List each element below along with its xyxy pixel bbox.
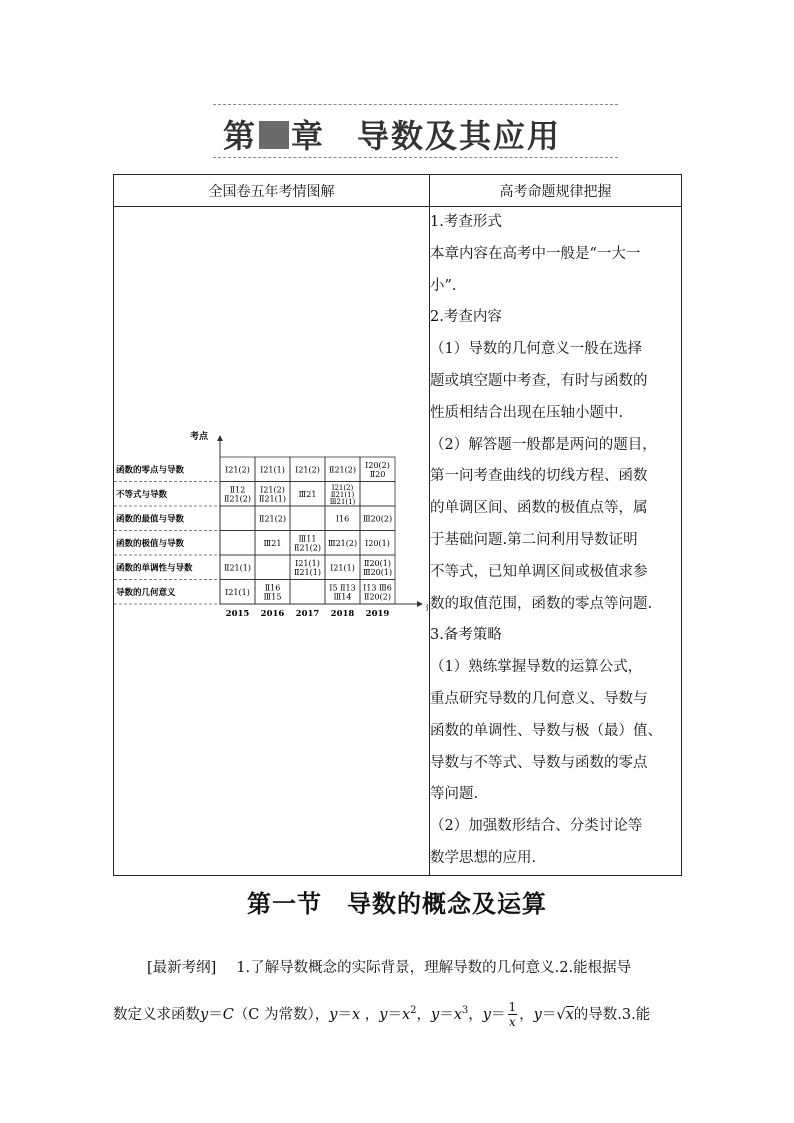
cell-entry: Ⅲ15: [263, 592, 282, 602]
paren-note: （C 为常数），: [233, 1006, 330, 1023]
rule-line: 性质相结合出现在压轴小题中.: [430, 404, 624, 421]
chapter-number-box: [259, 121, 289, 149]
cell-entry: Ⅰ21(2): [225, 465, 250, 475]
exam-analysis-table: [113, 174, 682, 876]
row-label: 函数的单调性与导数: [116, 563, 193, 574]
cell-entry: Ⅲ20(1): [362, 567, 393, 577]
year-tick-label: 2016: [260, 609, 285, 619]
rule-line: （1）导数的几何意义一般在选择: [430, 341, 643, 358]
var-y: y: [200, 1006, 209, 1023]
cell-entry: Ⅱ21(2): [224, 494, 251, 504]
eq2: ＝: [337, 1006, 352, 1023]
table-header-right: 高考命题规律把握: [430, 175, 682, 207]
chapter-suffix: 章: [291, 117, 326, 155]
eq3: ＝: [387, 1006, 402, 1023]
frac-num: 1: [508, 1000, 517, 1015]
x-axis-arrow-icon: [417, 601, 423, 607]
grid-cell: [290, 580, 325, 605]
rule-line: 题或填空题中考查，有时与函数的: [430, 372, 648, 389]
grid-cell: [290, 506, 325, 531]
rule-line: （1）熟练掌握导数的运算公式，: [430, 659, 643, 676]
year-tick-label: 2018: [330, 609, 355, 619]
eq4: ＝: [439, 1006, 454, 1023]
grid-cell: [360, 482, 395, 507]
cell-entry: Ⅰ20(2): [365, 460, 390, 470]
cell-entry: Ⅱ21(2): [329, 465, 356, 475]
cell-entry: Ⅲ21(2): [327, 538, 358, 548]
table-header-left: 全国卷五年考情图解: [114, 175, 430, 207]
cell-entry: Ⅱ21(1): [224, 563, 251, 573]
cell-entry: Ⅰ21(2): [260, 485, 285, 495]
cell-entry: Ⅱ21(1): [330, 490, 355, 499]
cell-entry: Ⅱ12: [229, 485, 246, 495]
var-y3: y: [379, 1006, 388, 1023]
cell-entry: Ⅰ21(1): [260, 465, 285, 475]
eq5: ＝: [491, 1006, 506, 1023]
rule-line: 导数与不等式、导数与函数的零点: [430, 754, 648, 771]
rule-line: 数学思想的应用.: [430, 849, 537, 866]
cell-entry: Ⅰ21(1): [330, 563, 355, 573]
exp-2: 2: [410, 1005, 417, 1016]
chart-cell: [114, 207, 430, 876]
cell-entry: Ⅲ21(1): [329, 497, 356, 506]
rule-line: 的单调区间、函数的极值点等，属: [430, 500, 648, 517]
var-y2: y: [329, 1006, 338, 1023]
rule-line: 小”.: [430, 277, 457, 294]
cell-entry: Ⅰ16: [335, 514, 350, 524]
row-label: 函数的极值与导数: [116, 538, 185, 549]
eq6: ＝: [541, 1006, 557, 1023]
var-y6: y: [533, 1006, 542, 1023]
syllabus-line-1: [113, 949, 683, 987]
cell-entry: Ⅲ21: [298, 489, 317, 499]
var-y5: y: [482, 1006, 491, 1023]
cell-entry: Ⅲ14: [333, 592, 352, 602]
cell-entry: Ⅱ21(2): [294, 543, 321, 553]
exam-rules-column: [430, 207, 682, 876]
cell-entry: Ⅱ20: [369, 469, 386, 479]
frac-den: x: [508, 1015, 516, 1030]
rule-line: 等问题.: [430, 786, 479, 803]
rule-line: 数的取值范围，函数的零点等问题.: [430, 595, 653, 612]
cell-entry: Ⅰ5 Ⅱ13: [329, 583, 356, 593]
cell-entry: Ⅰ21(1): [295, 558, 320, 568]
rule-line: 第一问考查曲线的切线方程、函数: [430, 468, 648, 485]
comma3: ，: [519, 1006, 534, 1023]
chapter-title: [213, 104, 618, 158]
section-title: 第一节 导数的概念及运算: [247, 890, 547, 918]
rule-line: 不等式，已知单调区间或极值求参: [430, 563, 648, 580]
sqrt-x: √x: [556, 1006, 574, 1023]
cell-entry: Ⅱ21(1): [294, 567, 321, 577]
cell-entry: Ⅰ13 Ⅲ6: [363, 583, 392, 593]
x-axis-label: [425, 603, 428, 615]
rule-line: （2）加强数形结合、分类讨论等: [430, 818, 643, 835]
cell-entry: Ⅰ21(2): [331, 483, 354, 492]
grid-cell: [255, 555, 290, 580]
row-label: 函数的最值与导数: [116, 514, 185, 525]
cell-entry: Ⅲ20(2): [362, 514, 393, 524]
comma1: ，: [416, 1006, 432, 1023]
row-label: 函数的零点与导数: [116, 465, 185, 476]
rule-line: 重点研究导数的几何意义、导数与: [430, 690, 648, 707]
cell-entry: Ⅰ21(2): [295, 465, 320, 475]
syllabus-line-2: 数定义求函数y＝C（C 为常数），y＝x ，$y=x^2$，$y=x^3$，y＝ $\frac{1}{x}$ ，y＝√x的导数.3.能: [113, 1000, 651, 1030]
cell-entry: Ⅱ16: [264, 583, 281, 593]
grid-cell: [220, 531, 255, 556]
eq: ＝: [208, 1006, 223, 1023]
rule-line: （2）解答题一般都是两问的题目，: [430, 436, 657, 453]
chapter-name: 导数及其应用: [357, 117, 562, 155]
cell-entry: Ⅱ20(2): [364, 592, 391, 602]
cell-entry: Ⅱ21(2): [259, 514, 286, 524]
rule-line: 3.备考策略: [430, 627, 502, 644]
row-label: 不等式与导数: [116, 489, 168, 500]
exam-grid-chart: [114, 207, 428, 857]
var-x2: x: [401, 1006, 411, 1023]
cell-entry: Ⅱ21(1): [259, 494, 286, 504]
cell-entry: Ⅲ11: [298, 534, 317, 544]
var-c: C: [222, 1006, 234, 1023]
var-y4: y: [431, 1006, 440, 1023]
comma2: ，: [468, 1006, 483, 1023]
cell-entry: Ⅰ21(1): [225, 587, 250, 597]
syllabus-tag: [最新考纲]: [147, 960, 217, 976]
year-tick-label: 2019: [365, 609, 390, 619]
exp-3: 3: [461, 1005, 469, 1016]
rule-line: 于基础问题.第二问利用导数证明: [430, 531, 638, 548]
var-x3: x: [453, 1006, 462, 1023]
year-tick-label: 2017: [295, 609, 320, 619]
rule-line: 1.考查形式: [430, 214, 502, 230]
cell-entry: Ⅱ20(1): [364, 558, 391, 568]
grid-cell: [220, 506, 255, 531]
y-axis-label: 考点: [189, 432, 208, 442]
chapter-prefix: 第: [223, 117, 258, 155]
y-axis-arrow-icon: [217, 435, 223, 441]
var-x: x: [351, 1006, 361, 1023]
var-x4: x: [565, 1006, 574, 1023]
line2-start: 数定义求函数: [113, 1006, 200, 1023]
rule-line: 2.考查内容: [430, 309, 502, 326]
fraction: [508, 1000, 518, 1029]
cell-entry: Ⅰ20(1): [365, 538, 390, 548]
cell-entry: Ⅲ21: [263, 538, 282, 548]
year-tick-label: 2015: [225, 609, 250, 619]
row-label: 导数的几何意义: [116, 587, 176, 598]
rule-line: 函数的单调性、导数与极（最）值、: [430, 722, 662, 739]
syllabus-line1-text: 1.了解导数概念的实际背景，理解导数的几何意义.2.能根据导: [236, 960, 632, 976]
line2-ending: 的导数.3.能: [573, 1006, 651, 1023]
rule-line: 本章内容在高考中一般是“一大一: [430, 245, 641, 262]
